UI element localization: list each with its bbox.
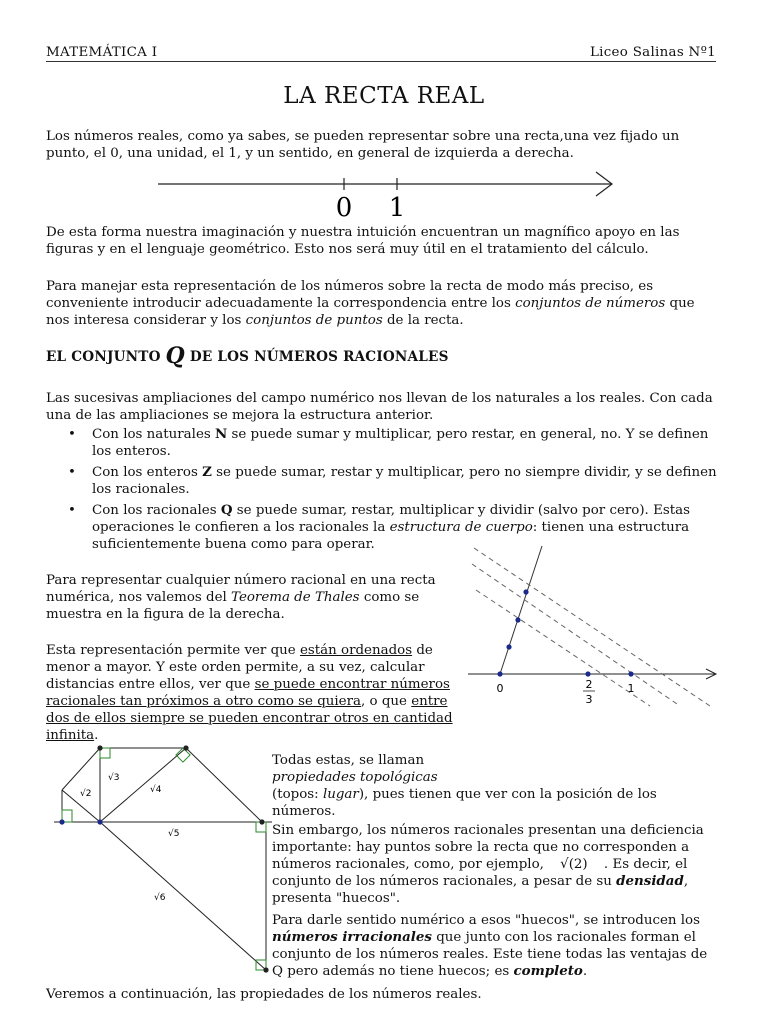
header-course: MATEMÁTICA I bbox=[46, 45, 158, 60]
page-title: LA RECTA REAL bbox=[283, 83, 485, 109]
header-rule bbox=[46, 61, 716, 62]
intro-paragraph: Los números reales, como ya sabes, se pueden representar sobre una recta,una vez fijado un punto, el 0, una unidad, el 1, y un sentido, en general de izquierda a derecha. bbox=[46, 129, 680, 161]
paragraph-topological: Todas estas, se llaman propiedades topológicas (topos: lugar), pues tienen que ver con la posición de los números. bbox=[272, 753, 657, 819]
bullet-racionales: • Con los racionales Q se puede sumar, restar, multiplicar y dividir (salvo por cero). Estas operaciones le confieren a los racionales la estructura de cuerpo: tienen una estructura suficientemente buena como para operar. bbox=[68, 502, 690, 552]
thales-label-one: 1 bbox=[627, 682, 635, 695]
paragraph-ampliaciones: Las sucesivas ampliaciones del campo numérico nos llevan de los naturales a los reales. Con cada una de las ampliaciones se mejora la estructura anterior. bbox=[46, 391, 713, 423]
header-school: Liceo Salinas Nº1 bbox=[589, 45, 716, 60]
paragraph-irrationals: Para darle sentido numérico a esos "huecos", se introducen los números irracionales que junto con los racionales forman el conjunto de los números reales. Este tiene todas las ventajas de Q pero además no tiene huecos; es completo. bbox=[272, 913, 708, 979]
label-one: 1 bbox=[388, 193, 406, 220]
label-sqrt2: √2 bbox=[80, 789, 92, 799]
paragraph-correspondence: Para manejar esta representación de los números sobre la recta de modo más preciso, es conveniente introducir adecuadamente la correspondencia entre los conjuntos de números que nos interesa considerar y los conjuntos de puntos de la recta. bbox=[46, 279, 695, 328]
label-zero: 0 bbox=[335, 193, 353, 220]
point-one bbox=[628, 671, 633, 676]
bullet-list bbox=[46, 426, 722, 557]
point-two-thirds bbox=[585, 671, 590, 676]
label-sqrt5: √5 bbox=[168, 829, 180, 839]
point-zero bbox=[497, 671, 502, 676]
paragraph-final: Veremos a continuación, las propiedades de los números reales. bbox=[46, 987, 482, 1002]
thales-frac-num: 2 bbox=[585, 678, 593, 691]
paragraph-order: Esta representación permite ver que están ordenados de menor a mayor. Y este orden permite, a su vez, calcular distancias entre ellos, ver que se puede encontrar números racionales tan próximos a otro como se quiera, o que entre dos de ellos siempre se pueden encontrar otros en cantidad infinita. bbox=[46, 643, 453, 743]
point-t3 bbox=[523, 589, 528, 594]
point-t1 bbox=[506, 644, 511, 649]
label-sqrt4: √4 bbox=[150, 785, 162, 795]
sqrt-construction-figure bbox=[50, 740, 280, 980]
label-sqrt6: √6 bbox=[154, 893, 166, 903]
label-sqrt3: √3 bbox=[108, 773, 120, 783]
paragraph-deficiency: Sin embargo, los números racionales presentan una deficiencia importante: hay puntos sobre la recta que no corresponden a números racionales, como, por ejemplo, √(2) . Es decir, el conjunto de los números racionales, a pesar de su densidad, presenta "huecos". bbox=[272, 823, 704, 906]
thales-figure bbox=[460, 540, 720, 710]
bullet-naturales: • Con los naturales N se puede sumar y multiplicar, pero restar, en general, no. Y se definen los enteros. bbox=[68, 426, 709, 459]
bullet-enteros: • Con los enteros Z se puede sumar, restar y multiplicar, pero no siempre dividir, y se definen los racionales. bbox=[68, 464, 717, 497]
point-t2 bbox=[515, 617, 520, 622]
paragraph-intuition: De esta forma nuestra imaginación y nuestra intuición encuentran un magnífico apoyo en las figuras y en el lenguaje geométrico. Esto nos será muy útil en el tratamiento del cálculo. bbox=[46, 225, 680, 257]
number-line-figure bbox=[150, 164, 620, 220]
section-heading: EL CONJUNTO Q DE LOS NÚMEROS RACIONALES bbox=[46, 343, 449, 369]
thales-label-zero: 0 bbox=[496, 682, 504, 695]
paragraph-thales: Para representar cualquier número racional en una recta numérica, nos valemos del Teorema de Thales como se muestra en la figura de la derecha. bbox=[46, 573, 436, 622]
thales-frac-den: 3 bbox=[585, 693, 593, 706]
